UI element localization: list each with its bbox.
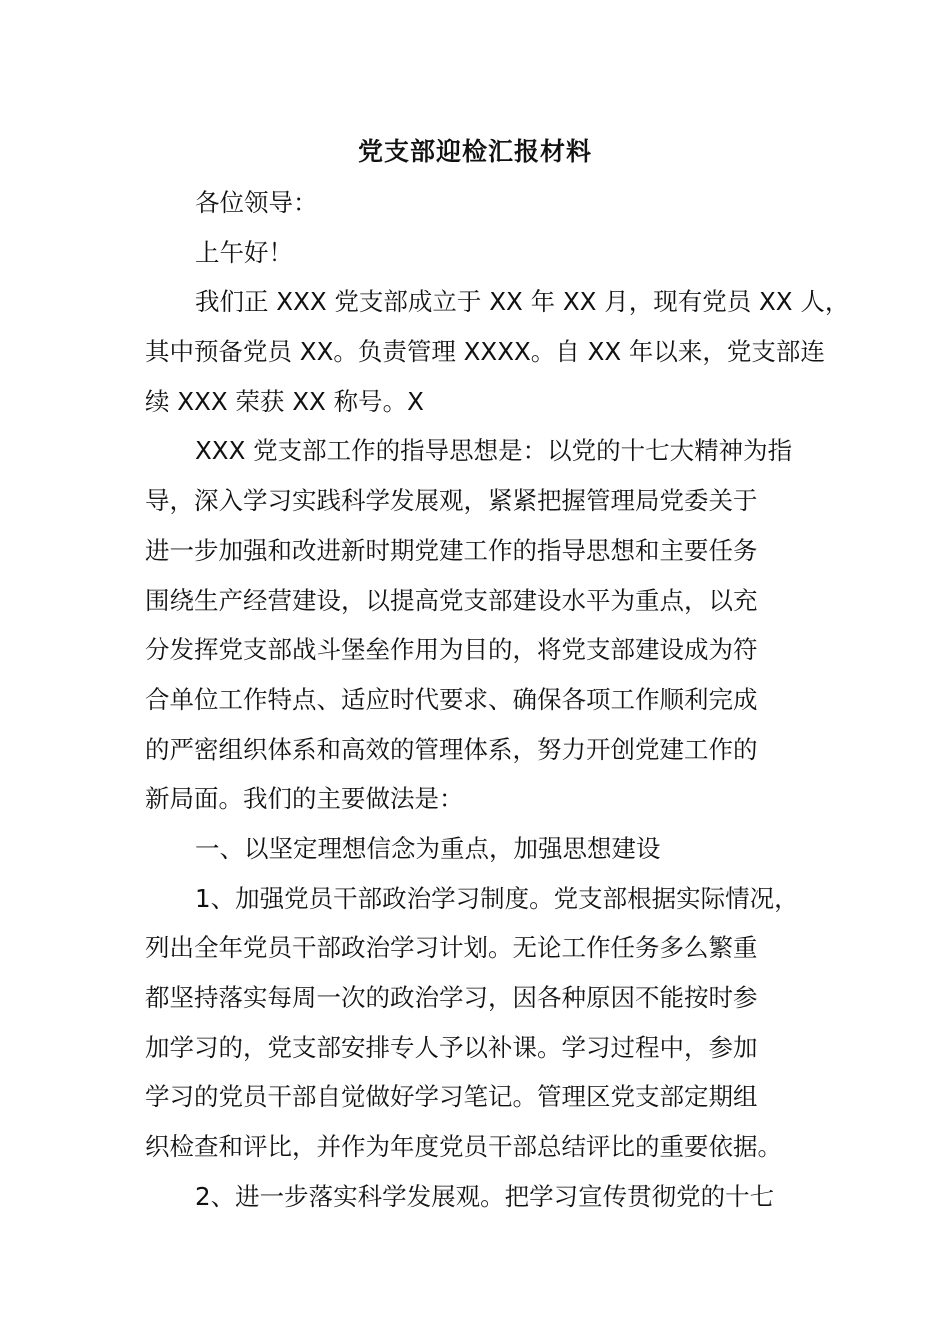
text-line: 续 XXX 荣获 XX 称号。X (145, 386, 424, 416)
text-line: 各位领导： (195, 188, 318, 217)
text-line: 1、加强党员干部政治学习制度。党支部根据实际情况， (195, 883, 799, 913)
text-line: 导，深入学习实践科学发展观，紧紧把握管理局党委关于 (145, 486, 758, 516)
text-line: 围绕生产经营建设，以提高党支部建设水平为重点，以充 (145, 585, 758, 615)
text-line: 加学习的，党支部安排专人予以补课。学习过程中，参加 (145, 1032, 758, 1062)
document-title: 党支部迎检汇报材料 (357, 137, 592, 166)
text-line: 列出全年党员干部政治学习计划。无论工作任务多么繁重 (145, 933, 758, 963)
text-line: 2、进一步落实科学发展观。把学习宣传贯彻党的十七 (195, 1181, 775, 1211)
text-line: XXX 党支部工作的指导思想是：以党的十七大精神为指 (195, 436, 793, 466)
text-line: 我们正 XXX 党支部成立于 XX 年 XX 月，现有党员 XX 人， (195, 287, 850, 317)
text-line: 合单位工作特点、适应时代要求、确保各项工作顺利完成 (145, 684, 758, 714)
text-line: 织检查和评比，并作为年度党员干部总结评比的重要依据。 (145, 1132, 782, 1162)
text-line: 进一步加强和改进新时期党建工作的指导思想和主要任务 (145, 535, 758, 565)
text-line: 其中预备党员 XX。负责管理 XXXX。自 XX 年以来，党支部连 (145, 337, 825, 367)
text-line: 上午好！ (195, 237, 293, 267)
text-line: 的严密组织体系和高效的管理体系，努力开创党建工作的 (145, 734, 758, 764)
text-line: 新局面。我们的主要做法是： (145, 784, 464, 814)
document-body (145, 178, 850, 1221)
text-line: 学习的党员干部自觉做好学习笔记。管理区党支部定期组 (145, 1082, 758, 1112)
text-line: 分发挥党支部战斗堡垒作用为目的，将党支部建设成为符 (145, 635, 758, 665)
text-line: 都坚持落实每周一次的政治学习，因各种原因不能按时参 (145, 983, 758, 1012)
text-line: 一、以坚定理想信念为重点，加强思想建设 (195, 833, 661, 863)
